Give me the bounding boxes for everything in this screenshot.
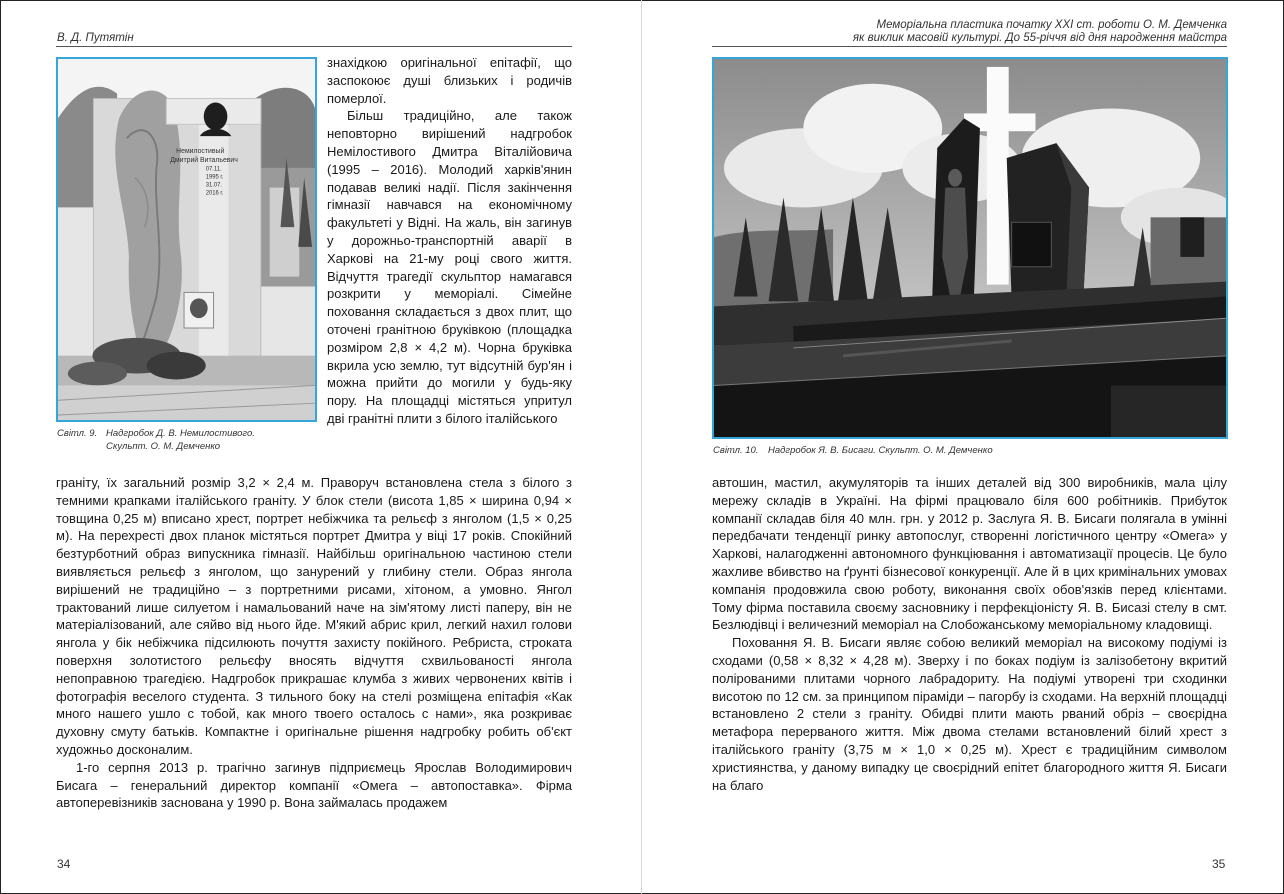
plaque-surname: Немилостивый xyxy=(176,147,225,155)
plaque-date-1: 07.11. xyxy=(205,166,222,173)
text-paragraph: Поховання Я. В. Бисаги являє собою великий меморіал на високому подіумі із сходами (0,58 × 8,32 × 4,28 м). Зверху і по боках подіум із залізобетону вкритий полірованими плитами чорного лабрадориту. На подіумі утворені три сходинки висотою по 12 см. за принципом піраміди – пагорбу із сходами. На верхній площадці встановлено 2 стели з граніту. Обидві плити мають рваний обріз – своєрідна метафора перерваного життя. Між двома стелами встановлений білий хрест з італійського граніту (3,75 м × 1,0 × 0,25 м). Хрест є традиційним символом християнства, у даному випадку це своєрідний епітет благородного життя Я. Бисаги на благо xyxy=(712,635,1227,793)
right-page-number: 35 xyxy=(1212,857,1226,871)
plaque-date-4: 2016 г. xyxy=(205,190,224,197)
plaque-date-2: 1995 г. xyxy=(205,174,224,181)
right-header-rule xyxy=(712,46,1227,47)
text-paragraph: 1-го серпня 2013 р. трагічно загинув підприємець Ярослав Володимирович Бисага – генеральний директор компанії «Омега – автопоставка». Фірма автоперевізників заснована у 1990 р. Вона займалась продажем xyxy=(56,759,572,811)
left-running-head: В. Д. Путятін xyxy=(57,32,134,44)
photo-bysaha-memorial xyxy=(712,57,1228,439)
text-paragraph: знахідкою оригінальної епітафії, що заспокоює душі близьких і родичів померлої. xyxy=(327,55,572,106)
left-caption-line2: Скульпт. О. М. Демченко xyxy=(106,440,221,452)
text-paragraph: граніту, їх загальний розмір 3,2 × 2,4 м. Праворуч встановлена стела з білого з темними крапками італійського граніту. У блок стели (висота 1,85 × ширина 0,94 × товщина 0,25 м) вписано хрест, портрет небіжчика та рельєф з янголом (1,5 × 0,25 м). На перехресті двох планок містяться портрет Дмитра у віці 17 років. Спокійний безтурботний образ випускника гімназії. Найбільш оригінальною частиною стели виявляється рельєф з янголом, що занурений у глибину стели. Образ янгола вирішений не традиційно – з портретними рисами, хітоном, а умовно. Янгол трактований лише силуетом і намальований наче на зім'ятому листі паперу, він не матеріалізований, але сяйво від нього йде. М'який абрис крил, легкий нахил голови янгола у бік небіжчика підсилюють почуття захисту покійного. Ребриста, строката поверхня золотистого рельєфу вносять відчуття схвильованості янгола непоправною трагедією. Надгробок прикрашає клумба з живих червонених квітів і фотографія веселого студента. З тильного боку на стелі розміщена епітафія «Как много нашего ушло с тобой, как много твоего осталось с нами», яка розкриває духовну смуту батьків. Компактне і оригінальне рішення надгробку робить об'єкт художньо досконалим. xyxy=(56,475,572,757)
memorial-photo-illustration xyxy=(714,59,1226,437)
right-running-head-line2: як виклик масовій культурі. До 55-річчя від дня народження майстра xyxy=(852,32,1227,44)
photo-nemilostivy-gravestone xyxy=(56,57,317,422)
left-wide-text-column xyxy=(56,474,572,812)
right-running-head xyxy=(712,19,1227,45)
left-caption xyxy=(57,428,312,453)
left-header-rule xyxy=(56,46,572,47)
text-paragraph: автошин, мастил, акумуляторів та інших деталей від 300 виробників, мала цілу мережу складів в Україні. На фірмі працювало біля 600 робітників. Прибуток компанії складав біля 40 млн. грн. у 2012 р. Заслуга Я. В. Бисаги полягала в умінні передбачати тенденції ринку автопослуг, створенні логістичного центру «Омега» у Харкові, налагодженні автономного функціювання і автоматизації процесів. Це було жахливе вбивство на ґрунті бізнесової конкуренції. Але й в цих кримінальних умовах компанія продовжила свою роботу, виконання своїх обов'язків перед клієнтами. Тому фірма поставила своєму засновнику і перфекціоністу Я. В. Бисазі стелу в смт. Безлюдівці і величезний меморіал на Слобожанському меморіальному кладовищі. xyxy=(712,475,1227,633)
spread-gutter xyxy=(641,0,642,894)
right-caption-number: Світл. 10. xyxy=(713,445,759,456)
text-paragraph: Більш традиційно, але також неповторно вирішений надгробок Немілостивого Дмитра Віталійовича (1995 – 2016). Молодий харків'янин подавав великі надії. Після закінчення гімназії навчався на економічному факультеті у Відні. На жаль, він загинув у дорожньо-транспортній аварії в Харкові на 21-му році свого життя. Відчуття трагедії скульптор намагався розкрити у меморіалі. Сімейне поховання складається з двох плит, що оточені гранітною бруківкою (площадка розміром 2,8 × 4,2 м). Чорна бруківка вкрила усю землю, тут відсутній бур'ян і можна прийти до могили у будь-яку пору. На площадці містяться упритул дві гранітні плити з білого італійського xyxy=(327,108,572,426)
right-running-head-line1: Меморіальна пластика початку XXI ст. роботи О. М. Демченка xyxy=(876,19,1227,31)
plaque-given-names: Дмитрий Витальевич xyxy=(170,156,238,164)
left-caption-number: Світл. 9. xyxy=(57,428,98,439)
right-text-column xyxy=(712,474,1227,794)
left-page-number: 34 xyxy=(57,857,71,871)
gravestone-photo-illustration xyxy=(58,59,315,420)
right-caption-text: Надгробок Я. В. Бисаги. Скульпт. О. М. Демченко xyxy=(768,445,993,456)
left-caption-line1: Надгробок Д. В. Немилостивого. xyxy=(106,428,255,439)
plaque-date-3: 31.07. xyxy=(205,182,223,189)
right-caption xyxy=(713,445,1228,458)
left-narrow-text-column xyxy=(327,54,572,428)
